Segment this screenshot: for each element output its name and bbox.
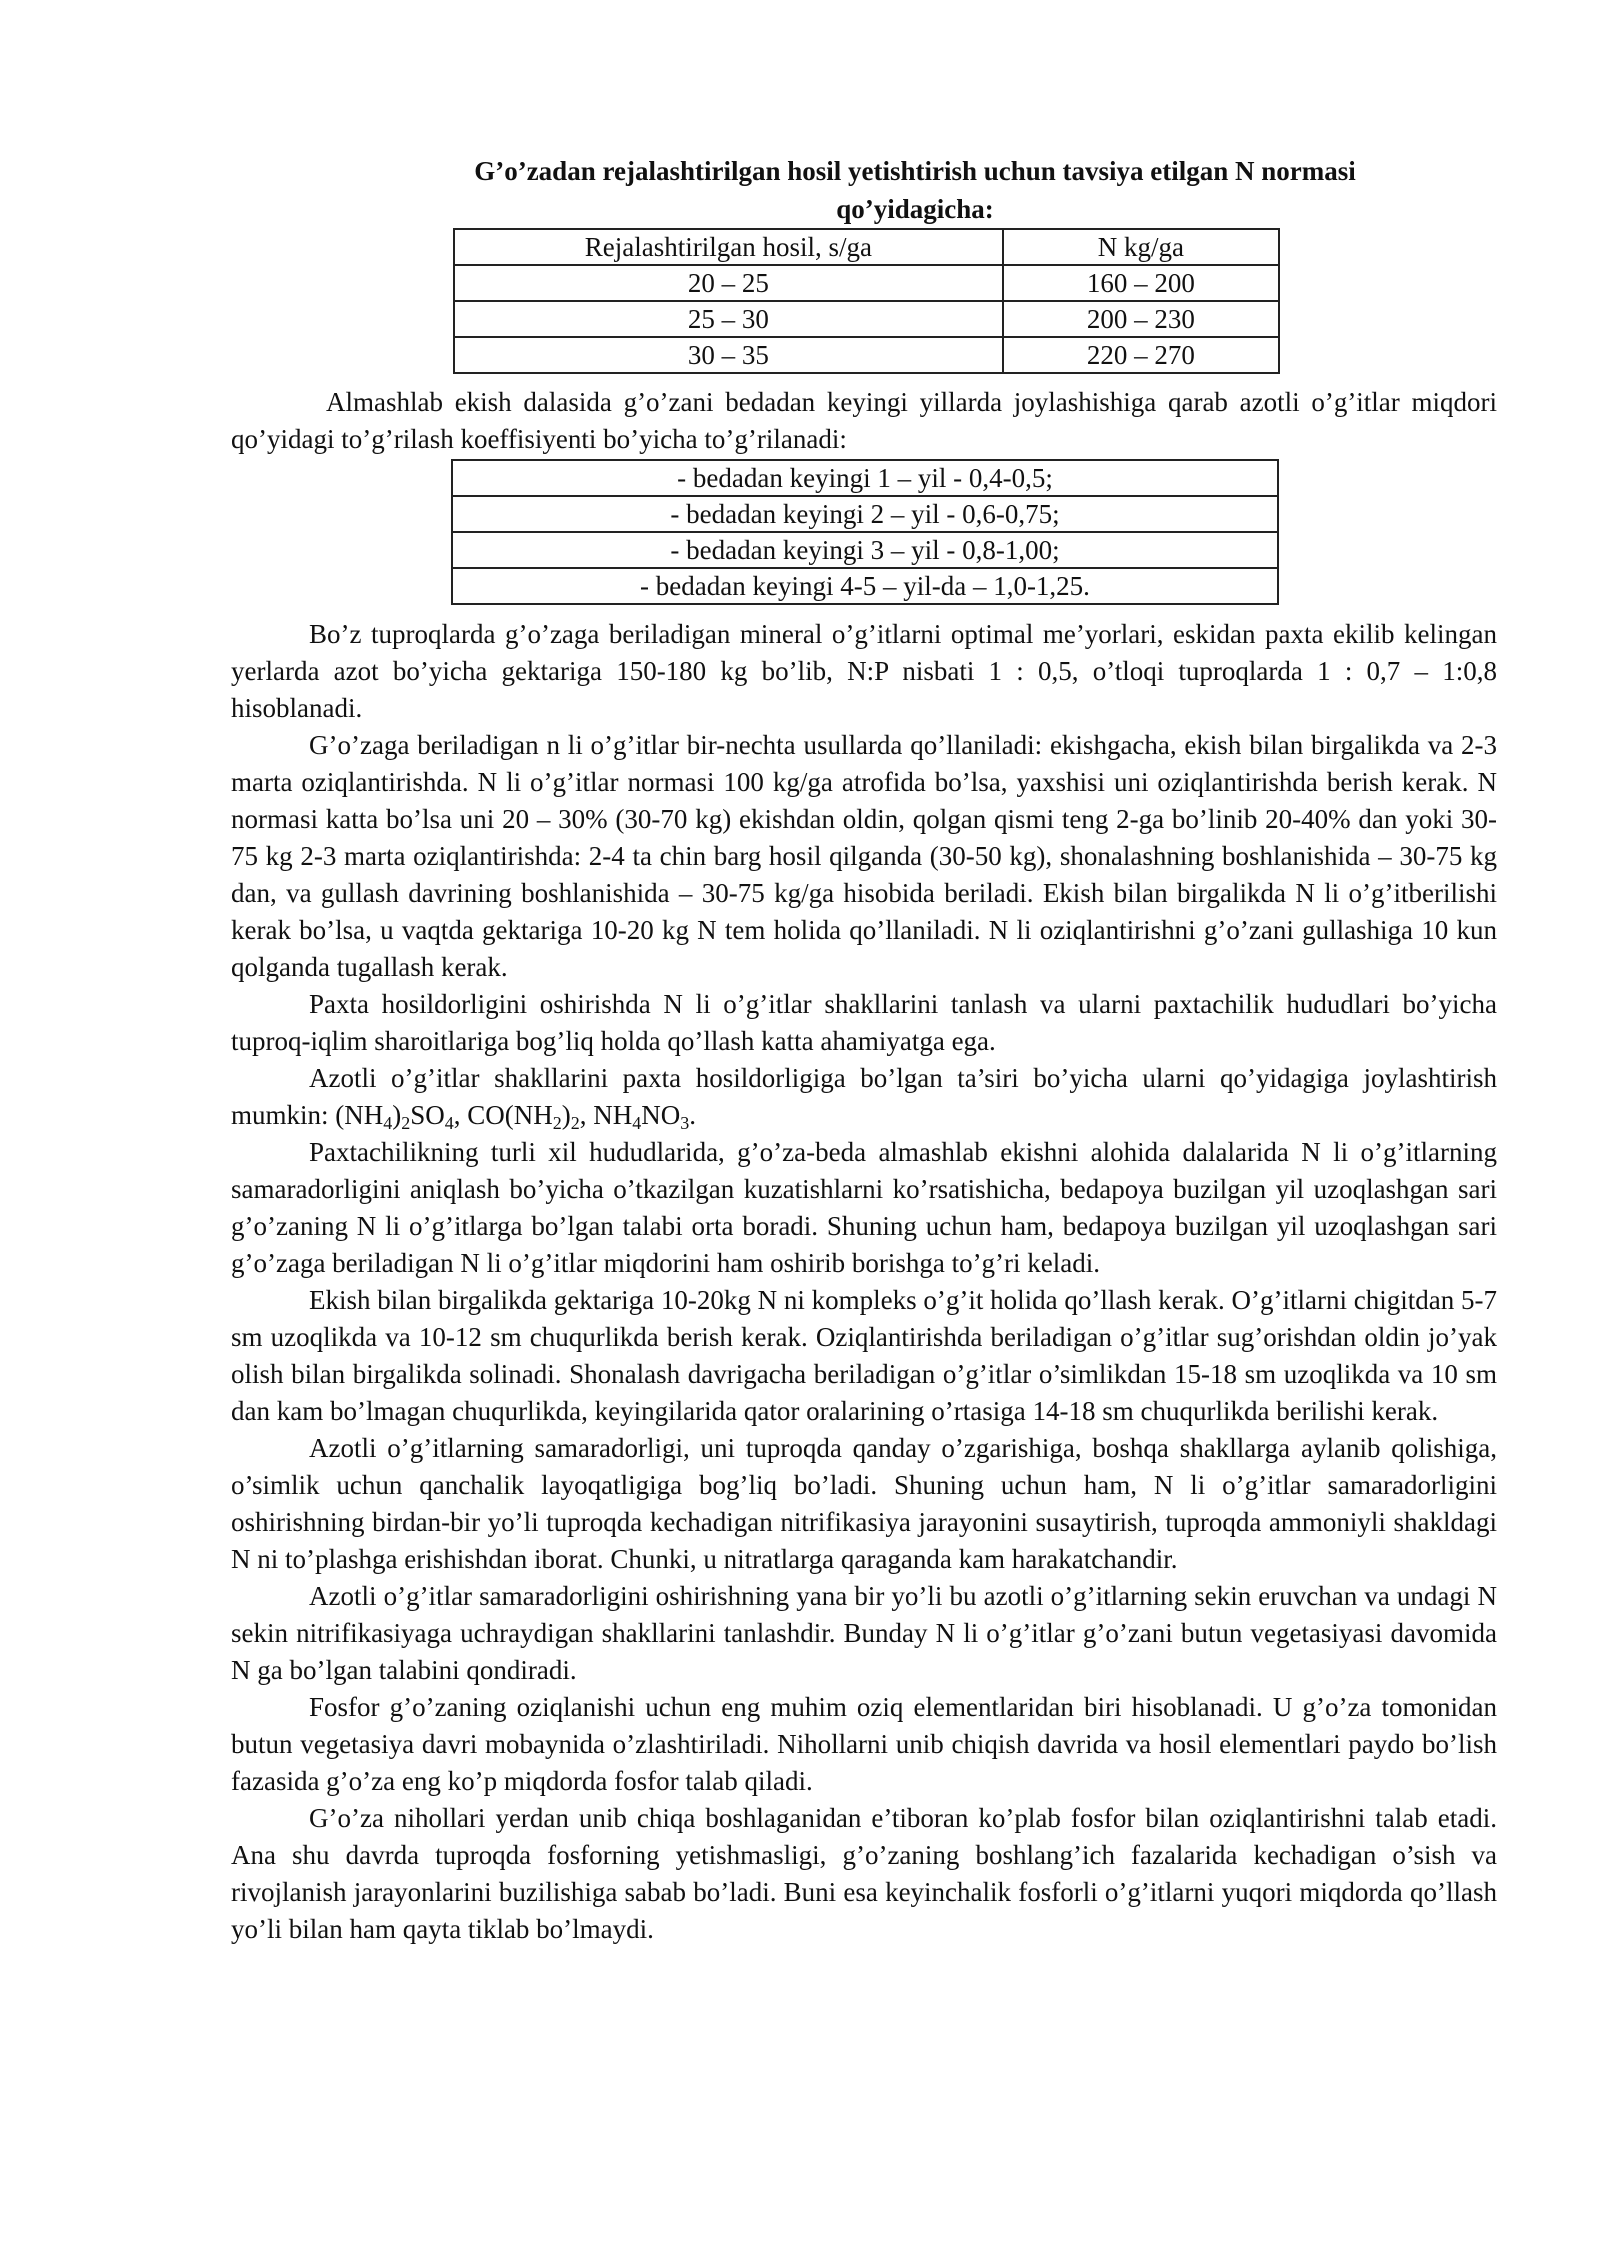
header-n-rate: N kg/ga — [1003, 229, 1279, 265]
table-row — [454, 265, 1279, 301]
table-row — [454, 337, 1279, 373]
table-cell: 30 – 35 — [454, 337, 1003, 373]
formula-end: . — [689, 1100, 697, 1130]
formula-ammonium-sulfate — [335, 1100, 454, 1133]
table-cell: - bedadan keyingi 2 – yil - 0,6-0,75; — [452, 496, 1278, 532]
formula-urea — [467, 1100, 580, 1133]
formula-part: CO(NH — [467, 1100, 553, 1130]
table-row — [452, 532, 1278, 568]
paragraph-text: Azotli o’g’itlar shakllarini paxta hosildorligiga bo’lgan ta’siri bo’yicha ularni qo’yidagiga joylashtirish mumkin: — [231, 1063, 1497, 1130]
table-cell: 220 – 270 — [1003, 337, 1279, 373]
document-title — [400, 152, 1430, 228]
table-cell: 200 – 230 — [1003, 301, 1279, 337]
formula-ammonium-nitrate — [593, 1100, 690, 1133]
title-line-1: G’o’zadan rejalashtirilgan hosil yetishtirish uchun tavsiya etilgan N normasi — [474, 156, 1356, 186]
table-header-row — [454, 229, 1279, 265]
paragraph: G’o’zaga beriladigan n li o’g’itlar bir-nechta usullarda qo’llaniladi: ekishgacha, ekish bilan birgalikda va 2-3 marta oziqlantirishda. N li o’g’itlar normasi 100 kg/ga atrofida bo’lsa, yaxshisi uni oziqlantirishda berish kerak. N normasi katta bo’lsa uni 20 – 30% (30-70 kg) ekishdan oldin, qolgan qismi teng 2-ga bo’linib 20-40% dan yoki 30-75 kg 2-3 marta oziqlantirishda: 2-4 ta chin barg hosil qilganda (30-50 kg), shonalashning boshlanishida – 30-75 kg dan, va gullash davrining boshlanishida – 30-75 kg/ga hisobida beriladi. Ekish bilan birgalikda N li o’g’itberilishi kerak bo’lsa, u vaqtda gektariga 10-20 kg N tem holida qo’llaniladi. N li oziqlantirishni g’o’zani gullashiga 10 kun qolganda tugallash kerak. — [231, 730, 1497, 982]
body-text — [231, 616, 1497, 1948]
table-row — [452, 568, 1278, 604]
paragraph: Bo’z tuproqlarda g’o’zaga beriladigan mineral o’g’itlarni optimal me’yorlari, eskidan paxta ekilib kelingan yerlarda azot bo’yicha gektariga 150-180 kg bo’lib, N:P nisbati 1 : 0,5, o’tloqi tuproqlarda 1 : 0,7 – 1:0,8 hisoblanadi. — [231, 619, 1497, 723]
nitrogen-norm-table — [453, 228, 1280, 374]
table-cell: - bedadan keyingi 4-5 – yil-da – 1,0-1,25. — [452, 568, 1278, 604]
formula-separator: , — [453, 1100, 468, 1130]
paragraph: G’o’za nihollari yerdan unib chiqa boshlaganidan e’tiboran ko’plab fosfor bilan oziqlantirishni talab etadi. Ana shu davrda tuproqda fosforning yetishmasligi, g’o’zaning boshlang’ich fazalarida kechadigan o’sish va rivojlanish jarayonlarini buzilishiga sabab bo’ladi. Buni esa keyinchalik fosforli o’g’itlarni yuqori miqdorda qo’llash yo’li bilan ham qayta tiklab bo’lmaydi. — [231, 1803, 1497, 1944]
formula-subscript: 2 — [552, 1113, 562, 1133]
header-planned-yield: Rejalashtirilgan hosil, s/ga — [454, 229, 1003, 265]
formula-part: ) — [392, 1100, 402, 1130]
intro-paragraph: Almashlab ekish dalasida g’o’zani bedadan keyingi yillarda joylashishiga qarab azotli o’g’itlar miqdori qo’yidagi to’g’rilash koeffisiyenti bo’yicha to’g’rilanadi: — [231, 387, 1497, 454]
formula-part: ) — [561, 1100, 571, 1130]
formula-subscript: 4 — [383, 1113, 393, 1133]
table-row — [452, 496, 1278, 532]
paragraph: Ekish bilan birgalikda gektariga 10-20kg N ni kompleks o’g’it holida qo’llash kerak. O’g’itlarni chigitdan 5-7 sm uzoqlikda va 10-12 sm chuqurlikda berish kerak. Oziqlantirishda beriladigan o’g’itlar sug’orishdan oldin jo’yak olish bilan birgalikda solinadi. Shonalash davrigacha beriladigan o’g’itlar o’simlikdan 15-18 sm uzoqlikda va 10 sm dan kam bo’lmagan chuqurlikda, keyingilarida qator oralarining o’rtasiga 14-18 sm chuqurlikda berilishi kerak. — [231, 1285, 1497, 1426]
formula-subscript: 3 — [680, 1113, 690, 1133]
formula-part: NH — [593, 1100, 633, 1130]
paragraph: Paxta hosildorligini oshirishda N li o’g’itlar shakllarini tanlash va ularni paxtachilik hududlari bo’yicha tuproq-iqlim sharoitlariga bog’liq holda qo’llash katta ahamiyatga ega. — [231, 989, 1497, 1056]
table-cell: 20 – 25 — [454, 265, 1003, 301]
table-row — [452, 460, 1278, 496]
correction-coefficient-table — [451, 459, 1279, 605]
formula-separator: , — [579, 1100, 594, 1130]
paragraph: Paxtachilikning turli xil hududlarida, g’o’za-beda almashlab ekishni alohida dalalarida N li o’g’itlarning samaradorligini aniqlash bo’yicha o’tkazilgan kuzatishlarni ko’rsatishicha, bedapoya buzilgan yil uzoqlashgan sari g’o’zaning N li o’g’itlarga bo’lgan talabi orta boradi. Shuning uchun ham, bedapoya buzilgan yil uzoqlashgan sari g’o’zaga beriladigan N li o’g’itlar miqdorini ham oshirib borishga to’g’ri keladi. — [231, 1137, 1497, 1278]
formula-subscript: 4 — [444, 1113, 454, 1133]
title-line-2: qo’yidagicha: — [836, 194, 994, 224]
formula-subscript: 2 — [401, 1113, 411, 1133]
table-row — [454, 301, 1279, 337]
formula-subscript: 2 — [570, 1113, 580, 1133]
formula-part: SO — [410, 1100, 445, 1130]
table-cell: - bedadan keyingi 3 – yil - 0,8-1,00; — [452, 532, 1278, 568]
formula-part: (NH — [335, 1100, 384, 1130]
paragraph: Azotli o’g’itlar samaradorligini oshirishning yana bir yo’li bu azotli o’g’itlarning sekin eruvchan va undagi N sekin nitrifikasiyaga uchraydigan shakllarini tanlashdir. Bunday N li o’g’itlar g’o’zani butun vegetasiyasi davomida N ga bo’lgan talabini qondiradi. — [231, 1581, 1497, 1685]
paragraph: Fosfor g’o’zaning oziqlanishi uchun eng muhim oziq elementlaridan biri hisoblanadi. U g’o’za tomonidan butun vegetasiya davri mobaynida o’zlashtiriladi. Nihollarni unib chiqish davrida va hosil elementlari paydo bo’lish fazasida g’o’za eng ko’p miqdorda fosfor talab qiladi. — [231, 1692, 1497, 1796]
intro-section — [231, 384, 1497, 458]
formula-part: NO — [641, 1100, 681, 1130]
formula-subscript: 4 — [632, 1113, 642, 1133]
table-cell: - bedadan keyingi 1 – yil - 0,4-0,5; — [452, 460, 1278, 496]
paragraph-with-formulas — [231, 1060, 1497, 1134]
table-cell: 160 – 200 — [1003, 265, 1279, 301]
table-cell: 25 – 30 — [454, 301, 1003, 337]
paragraph: Azotli o’g’itlarning samaradorligi, uni tuproqda qanday o’zgarishiga, boshqa shakllarga aylanib qolishiga, o’simlik uchun qanchalik layoqatligiga bog’liq bo’ladi. Shuning uchun ham, N li o’g’itlar samaradorligini oshirishning birdan-bir yo’li tuproqda kechadigan nitrifikasiya jarayonini susaytirish, tuproqda ammoniyli shakldagi N ni to’plashga erishishdan iborat. Chunki, u nitratlarga qaraganda kam harakatchandir. — [231, 1433, 1497, 1574]
